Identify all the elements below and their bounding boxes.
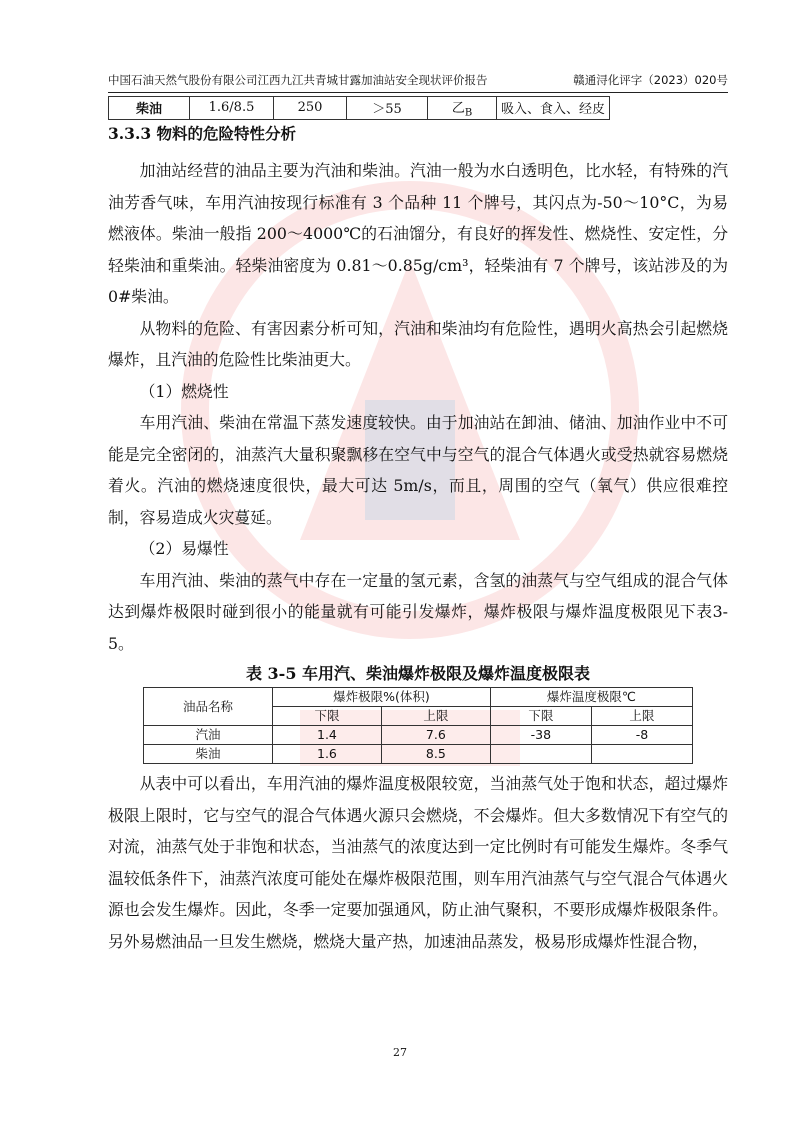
column-header-upper: 上限 <box>591 707 692 726</box>
cell-exposure-route: 吸入、食入、经皮 <box>497 97 610 120</box>
table-caption: 表 3-5 车用汽、柴油爆炸极限及爆炸温度极限表 <box>245 664 591 683</box>
cell-hazard-class <box>428 97 497 120</box>
paragraph: 从表中可以看出，车用汽油的爆炸温度极限较宽，当油蒸气处于饱和状态，超过爆炸极限上限时，它与空气的混合气体遇火源只会燃烧，不会爆炸。但大多数情况下有空气的对流，油蒸气处于非饱和状态，当油蒸气的浓度达到一定比例时有可能发生爆炸。冬季气温较低条件下，油蒸汽浓度可能处在爆炸极限范围，则车用汽油蒸气与空气混合气体遇火源也会发生爆炸。因此，冬季一定要加强通风，防止油气聚积，不要形成爆炸极限条件。另外易燃油品一旦发生燃烧，燃烧大量产热，加速油品蒸发，极易形成爆炸性混合物， <box>108 774 728 951</box>
cell-flash-point: ＞55 <box>347 97 428 120</box>
cell-lower-limit: 1.6 <box>273 745 382 764</box>
cell-lower-limit: 1.4 <box>273 726 382 745</box>
paragraph: 加油站经营的油品主要为汽油和柴油。汽油一般为水白透明色，比水轻，有特殊的汽油芳香气味，车用汽油按现行标准有 3 个品种 11 个牌号，其闪点为-50～10°C，为易燃液体。柴油一般指 200～4000℃的石油馏分，有良好的挥发性、燃烧性、安定性，分轻柴油和重柴油。轻柴油密度为 0.81～0.85g/cm³，轻柴油有 7 个牌号，该站涉及的为 0#柴油。 <box>108 161 728 306</box>
body-text <box>108 155 728 957</box>
header-report-title: 中国石油天然气股份有限公司江西九江共青城甘露加油站安全现状评价报告 <box>108 73 488 87</box>
paragraph: 车用汽油、柴油在常温下蒸发速度较快。由于加油站在卸油、储油、加油作业中不可能是完全密闭的，油蒸汽大量积聚飘移在空气中与空气的混合气体遇火或受热就容易燃烧着火。汽油的燃烧速度很快，最大可达 5m/s，而且，周围的空气（氧气）供应很难控制，容易造成火灾蔓延。 <box>108 413 728 527</box>
cell-temp-upper <box>591 745 692 764</box>
cell-product: 汽油 <box>144 726 273 745</box>
hazard-class-sub: B <box>464 107 473 119</box>
header-report-number: 赣通浔化评字（2023）020号 <box>573 73 728 87</box>
table-row <box>144 726 693 745</box>
column-header-explosion-limits: 爆炸极限%(体积) <box>273 688 491 707</box>
cell-autoignition: 250 <box>274 97 347 120</box>
cell-temp-lower: -38 <box>490 726 591 745</box>
column-header-lower: 下限 <box>490 707 591 726</box>
running-header <box>108 72 728 90</box>
column-header-upper: 上限 <box>381 707 490 726</box>
cell-product: 柴油 <box>144 745 273 764</box>
cell-name: 柴油 <box>109 97 190 120</box>
table-row <box>109 97 610 120</box>
column-header-product: 油品名称 <box>144 688 273 726</box>
subheading-explosiveness: （2）易爆性 <box>139 539 229 558</box>
cell-limits: 1.6/8.5 <box>190 97 274 120</box>
page-number: 27 <box>393 1046 407 1059</box>
previous-table-tail <box>108 96 610 120</box>
cell-upper-limit: 7.6 <box>381 726 490 745</box>
hazard-class: 乙 <box>451 101 465 116</box>
header-rule <box>108 92 728 93</box>
table-row <box>144 745 693 764</box>
column-header-temperature-limits: 爆炸温度极限℃ <box>490 688 692 707</box>
cell-upper-limit: 8.5 <box>381 745 490 764</box>
paragraph: 从物料的危险、有害因素分析可知，汽油和柴油均有危险性，遇明火高热会引起燃烧爆炸，且汽油的危险性比柴油更大。 <box>108 318 728 369</box>
subheading-combustibility: （1）燃烧性 <box>139 381 229 401</box>
paragraph: 车用汽油、柴油的蒸气中存在一定量的氢元素，含氢的油蒸气与空气组成的混合气体达到爆炸极限时碰到很小的能量就有可能引发爆炸，爆炸极限与爆炸温度极限见下表3-5。 <box>108 570 728 653</box>
column-header-lower: 下限 <box>273 707 382 726</box>
explosion-limits-table <box>143 687 693 764</box>
section-heading: 3.3.3 物料的危险特性分析 <box>108 124 297 143</box>
table-header-row <box>144 688 693 707</box>
cell-temp-lower <box>490 745 591 764</box>
cell-temp-upper: -8 <box>591 726 692 745</box>
